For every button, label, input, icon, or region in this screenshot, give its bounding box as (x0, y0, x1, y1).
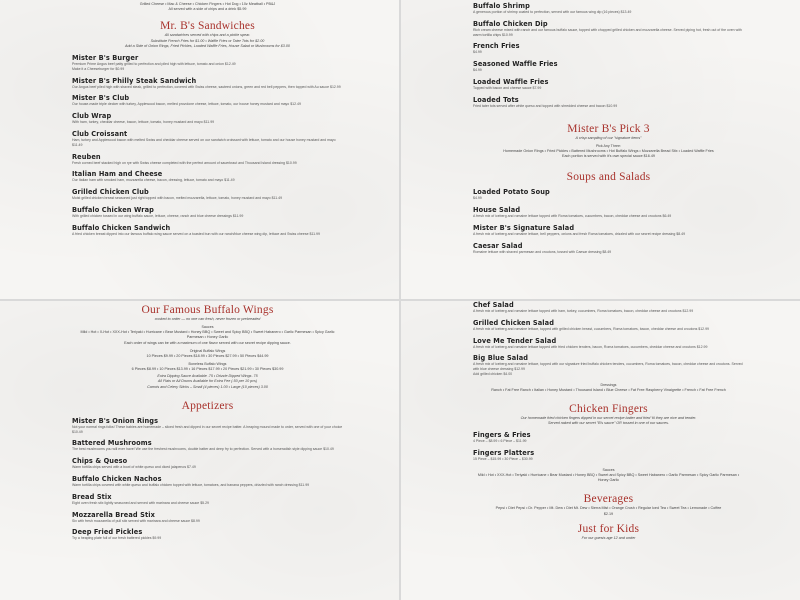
menu-item-desc: Make it a Cheeseburger for $0.99 (72, 66, 125, 71)
menu-item (473, 319, 744, 332)
menu-item-name: Big Blue Salad (473, 354, 529, 363)
original-wings-prices: 10 Pieces $9.99 • 20 Pieces $18.99 • 30 Pieces $27.99 • 50 Pieces $44.99 (146, 353, 269, 358)
menu-page-wings-appetizers (0, 301, 399, 600)
menu-item-name: Loaded Tots (473, 95, 519, 104)
menu-item-desc: Warm tortilla chips served with a bowl of white queso and diced jalapenos $7.49 (72, 465, 196, 470)
menu-item (72, 94, 343, 107)
section-title-appetizers: Appetizers (181, 399, 234, 412)
menu-item (72, 417, 343, 435)
menu-item (72, 224, 343, 237)
menu-item-desc: Eight oven fresh stix lightly seasoned and served with marinara and cheese sauce $5.29 (72, 500, 209, 505)
menu-item-name: Deep Fried Pickles (72, 528, 143, 537)
menu-item (72, 528, 343, 541)
menu-item-name: Grilled Chicken Salad (473, 318, 555, 327)
menu-item (473, 78, 744, 91)
menu-item-name: Italian Ham and Cheese (72, 170, 163, 179)
menu-item-name: Chips & Queso (72, 457, 128, 466)
menu-item-desc: A fresh mix of iceberg and romaine lettuce topped with ham, turkey, cucumbers, Roma tomatoes, bacon, cheddar cheese and croutons $12.99 (473, 309, 694, 313)
kids-items-line: Grilled Cheese • Mac & Cheese • Chicken Fingers • Hot Dog • 10z Meatball • PB&J (139, 2, 276, 6)
menu-item (473, 431, 744, 444)
menu-item (72, 130, 343, 148)
menu-item-desc: Not your normal rings folks! These babies are homemade – sliced fresh and dipped in our secret recipe batter. A heaping mound made to order, served with one of your choice $10.49 (72, 424, 343, 434)
menu-item-desc: The best mushrooms you will ever have! We use the freshest mushrooms, double batter and deep fry to perfection. Served with a horseradish style dipping sauce $10.49 (72, 447, 334, 452)
fingers-subtitle: Served naked with our secret "B's sauce" OR tossed in one of our sauces. (548, 421, 669, 426)
menu-item (473, 301, 744, 314)
fingers-subtitle: Our homemade fried chicken fingers dipped in our secret recipe batter and fried 'til they are nice and tender. (520, 415, 697, 420)
menu-item-name: Reuben (72, 152, 101, 161)
boneless-wings-label: Boneless Buffalo Wings (188, 362, 227, 367)
beverages-line: Pepsi • Diet Pepsi • Dr. Pepper • Mt. Dew • Diet Mt. Dew • Sierra Mist • Orange Crush • Regular Iced Tea • Sweet Tea • Lemonade • Coffee (495, 506, 722, 511)
menu-item (72, 493, 343, 506)
pick3-any-label: Pick Any Three: (595, 143, 622, 148)
menu-item-desc: Warm tortilla chips covered with white queso and buffalo chicken topped with lettuce, tomatoes, and banana peppers, drizzled with ranch dressing $11.99 (72, 483, 310, 488)
sandwich-note: Add a Side of Onion Rings, Fried Pickles, Loaded Waffle Fries, House Salad or Mushrooms for $3.00 (125, 43, 290, 48)
section-title-sandwiches: Mr. B's Sandwiches (160, 20, 255, 33)
section-title-wings: Our Famous Buffalo Wings (141, 304, 274, 316)
menu-item-desc: A fresh mix of iceberg and romaine lettuce topped with Roma tomatoes, cucumbers, bacon, cheddar cheese and croutons $6.49 (473, 213, 672, 218)
menu-item-name: Chef Salad (473, 301, 514, 309)
menu-item (72, 170, 343, 183)
menu-item-name: Fingers Platters (473, 449, 535, 458)
menu-item-desc: Rich cream cheese mixed with ranch and our famous buffalo sauce, topped with chopped grilled chicken and mozzarella cheese. Served piping hot, fresh out of the oven with warm tortilla chips $10.99 (473, 27, 742, 37)
menu-item (473, 42, 744, 55)
menu-item (473, 20, 744, 38)
dressings-line: Ranch • Fat Free Ranch • Italian • Honey Mustard • Thousand Island • Blue Cheese • Fat Free Raspberry Vinaigrette • French • Fat Free French (491, 387, 726, 392)
pick3-price: Each portion is served with it's own special sauce $16.49 (562, 153, 655, 158)
menu-item-name: Battered Mushrooms (72, 439, 152, 448)
menu-page-sandwiches (0, 0, 399, 299)
menu-item-name: Mister B's Club (72, 94, 130, 103)
menu-item-name: Mister B's Burger (72, 54, 139, 63)
menu-item-desc: Romaine lettuce with shaved parmesan and croutons, tossed with Caesar dressing $8.49 (473, 249, 612, 254)
wings-extra-note: Carrots and Celery Sticks – Small (4 pieces) 1.00 • Large (10 pieces) 3.00 (147, 384, 268, 389)
menu-item-desc: Moist grilled chicken breast seasoned just right topped with bacon, melted mozzarella, lettuce, tomato, honey mustard and mayo $11.49 (72, 196, 283, 201)
menu-page-sides-salads (401, 0, 800, 299)
menu-item-desc: Our house-made triple decker with turkey, Applewood bacon, melted provolone cheese, lettuce, tomato, our house honey mustard and mayo $12.49 (72, 102, 301, 107)
menu-item-desc: Our Italian ham with smoked ham, mozzarella cheese, bacon, dressing, lettuce, tomato and mayo $11.49 (72, 178, 235, 183)
section-title-soups-salads: Soups and Salads (566, 171, 651, 184)
menu-item-name: Mozzarella Bread Stix (72, 510, 155, 519)
menu-item-desc: Six with fresh mozzarella of pull stix served with marinara and cheese sauce $8.99 (72, 518, 200, 523)
menu-item-desc: 4 Piece – $8.99 • 6 Piece – $11.99 (473, 439, 527, 444)
menu-item (72, 439, 343, 452)
kids-items-note: All served with a side of chips and a drink $5.99 (168, 7, 247, 12)
finger-sauces-line: Mild • Hot • XXX-Hot • Teriyaki • Hurricane • Bear Mustard • Honey BBQ • Sweet and Spicy BBQ • Sweet Habanero • Garlic Parmesan • Spicy Garlic Parmesan • Honey Garlic (477, 472, 740, 483)
menu-item (72, 153, 343, 166)
menu-item (72, 475, 343, 488)
menu-item-desc: Our Angus beef piled high with shaved steak, grilled to perfection, covered with Swiss cheese, sauteed onions, green and red bell peppers, then topped with Au sauce $12.99 (72, 84, 341, 89)
dressings-label: Dressings (600, 382, 617, 387)
menu-item-name: Mister B's Onion Rings (72, 416, 159, 425)
menu-item (72, 511, 343, 524)
menu-item (72, 112, 343, 125)
menu-item-name: Caesar Salad (473, 241, 523, 250)
menu-item-desc: $4.99 (473, 50, 482, 55)
menu-item (72, 54, 343, 72)
menu-item-name: Buffalo Shrimp (473, 2, 530, 10)
menu-item-desc: Topped with bacon and cheese sauce $7.99 (473, 85, 542, 90)
menu-item-name: Buffalo Chicken Wrap (72, 205, 154, 214)
menu-item (473, 242, 744, 255)
menu-item-desc: Try a heaping plate full of our fresh battered pickles $9.99 (72, 536, 162, 541)
menu-item (72, 457, 343, 470)
section-title-beverages: Beverages (583, 493, 634, 506)
menu-item (473, 354, 744, 376)
menu-item-desc: With grilled chicken tossed in our wing buffalo sauce, lettuce, cheese, ranch and blue cheese dressings $11.99 (72, 213, 244, 218)
menu-item-name: Bread Stix (72, 492, 112, 501)
boneless-wings-prices: 6 Pieces $8.99 • 10 Pieces $13.99 • 16 Pieces $17.99 • 20 Pieces $21.99 • 30 Pieces $30.99 (131, 367, 284, 372)
menu-item-desc: A fresh mix of iceberg and romaine lettuce, topped with grilled chicken breast, cucumbers, Roma tomatoes, bacon, cheddar cheese and croutons $12.99 (473, 326, 709, 331)
menu-item-name: Mister B's Signature Salad (473, 223, 575, 232)
section-title-pick3: Mister B's Pick 3 (567, 122, 650, 135)
menu-item-name: Buffalo Chicken Nachos (72, 475, 162, 484)
menu-item (473, 224, 744, 237)
menu-item-desc: Ham, turkey and Applewood bacon with melted Swiss and cheddar cheese served on our sandwich croissant with lettuce, tomato and our house honey mustard and mayo $11.49 (72, 138, 336, 147)
original-wings-label: Original Buffalo Wings (189, 348, 226, 353)
menu-item-name: House Salad (473, 205, 521, 214)
menu-item-desc: A generous portion of shrimp coated to perfection, served with our famous wing dip (16 pieces) $13.49 (473, 10, 632, 14)
menu-item-desc: Fried tater tots served after white queso and topped with shredded cheese and bacon $10.99 (473, 103, 618, 108)
menu-item (473, 2, 744, 15)
menu-item-name: Fingers & Fries (473, 431, 531, 440)
finger-sauces-label: Sauces (602, 467, 615, 472)
menu-item-desc: $4.99 (473, 196, 482, 201)
wing-sauces-note: Each order of wings can be with a maximum of one flavor served with our secret recipe dipping sauce. (124, 340, 291, 345)
section-title-chicken-fingers: Chicken Fingers (569, 402, 648, 415)
menu-item (72, 77, 343, 90)
menu-item-name: Loaded Potato Soup (473, 188, 550, 197)
wings-extra-note: Extra Dipping Sauce Available .75 • Drizzle Dipped Wings .75 (157, 374, 258, 379)
menu-item-desc: A fresh mix of iceberg and romaine lettuce, bell peppers, onions and fresh Roma tomatoes, drizzled with our secret recipe dressing $8.49 (473, 231, 686, 236)
menu-item-name: Seasoned Waffle Fries (473, 60, 558, 69)
menu-item-name: Buffalo Chicken Dip (473, 19, 548, 28)
menu-item-name: Grilled Chicken Club (72, 188, 149, 197)
menu-item-desc: Fresh corned beef stacked high on rye with Swiss cheese completed with the perfect amount of sauerkraut and Thousand Island dressing $10.99 (72, 160, 297, 165)
section-title-kids: Just for Kids (577, 522, 640, 535)
menu-page-fingers-beverages (401, 301, 800, 600)
menu-item-name: Mister B's Philly Steak Sandwich (72, 76, 197, 85)
pick3-subtitle: A crisp sampling of our "signature items" (575, 135, 642, 140)
menu-item-desc: With ham, turkey, cheddar cheese, bacon, lettuce, tomato, honey mustard and mayo $11.99 (72, 120, 215, 125)
wing-sauces-line: Mild • Hot • X-Hot • XXX-Hot • Teriyaki • Hurricane • Bear Mustard • Honey BBQ • Sweet and Spicy BBQ • Sweet Habanero • Garlic Parmesan • Spicy Garlic Parmesan • Honey Garlic (80, 330, 335, 340)
menu-item (473, 188, 744, 201)
menu-item-name: Love Me Tender Salad (473, 336, 557, 345)
menu-item-desc: Add grilled chicken $4.00 (473, 371, 513, 376)
menu-item-name: French Fries (473, 42, 520, 51)
menu-item-desc: A fried chicken breast dipped into our famous buffalo wing sauce served on a toasted bun with our ranch/blue cheese wing dip, lettuce and Swiss cheese $11.99 (72, 231, 320, 236)
wings-extra-note: All Flats or All Drums Available for Extra Fee (.50 per 10 pcs) (157, 379, 258, 384)
menu-item-desc: Premium Prime Angus beef patty grilled to perfection and piled high with lettuce, tomato and onion $12.49 (72, 62, 236, 67)
wing-sauces-label: Sauces (201, 325, 214, 330)
menu-item (72, 188, 343, 201)
menu-item (473, 96, 744, 109)
menu-item-desc: 15 Piece – $15.99 • 30 Piece – $30.99 (473, 457, 533, 462)
menu-item-name: Loaded Waffle Fries (473, 77, 549, 86)
wings-note: cooked to order — no one can fresh, never frozen or prebreaded (154, 317, 261, 321)
menu-item-name: Club Croissant (72, 130, 128, 138)
menu-item-name: Club Wrap (72, 112, 112, 121)
sandwich-note: All sandwiches served with chips and a pickle spear. (164, 33, 251, 38)
menu-item (473, 60, 744, 73)
menu-item (473, 337, 744, 350)
menu-item (473, 449, 744, 462)
sandwich-note: Substitute French Fries for $1.00 • Waffle Fries or Tater Tots for $2.00 (150, 38, 265, 43)
menu-item-desc: $4.99 (473, 68, 482, 73)
kids-subtitle: For our guests age 12 and under (581, 535, 636, 540)
menu-item-name: Buffalo Chicken Sandwich (72, 223, 171, 232)
beverages-price: $2.19 (603, 511, 614, 516)
pick3-items-line: Homemade Onion Rings • Fried Pickles • Battered Mushrooms • Hot Buffalo Wings • Mozzarella Bread Stix • Loaded Waffle Fries (503, 148, 714, 153)
menu-item (473, 206, 744, 219)
menu-item-desc: A fresh mix of iceberg and romaine lettuce, topped with our signature fried buffalo chicken tenders, cucumbers, Roma tomatoes, bacon, cheddar cheese and croutons. Served with blue cheese dressing $12.99 (473, 362, 743, 372)
menu-item-desc: A fresh mix of iceberg and romaine lettuce topped with fried chicken tenders, bacon, Roma tomatoes, cucumbers, cheddar cheese and croutons $12.99 (473, 344, 708, 349)
menu-item (72, 206, 343, 219)
